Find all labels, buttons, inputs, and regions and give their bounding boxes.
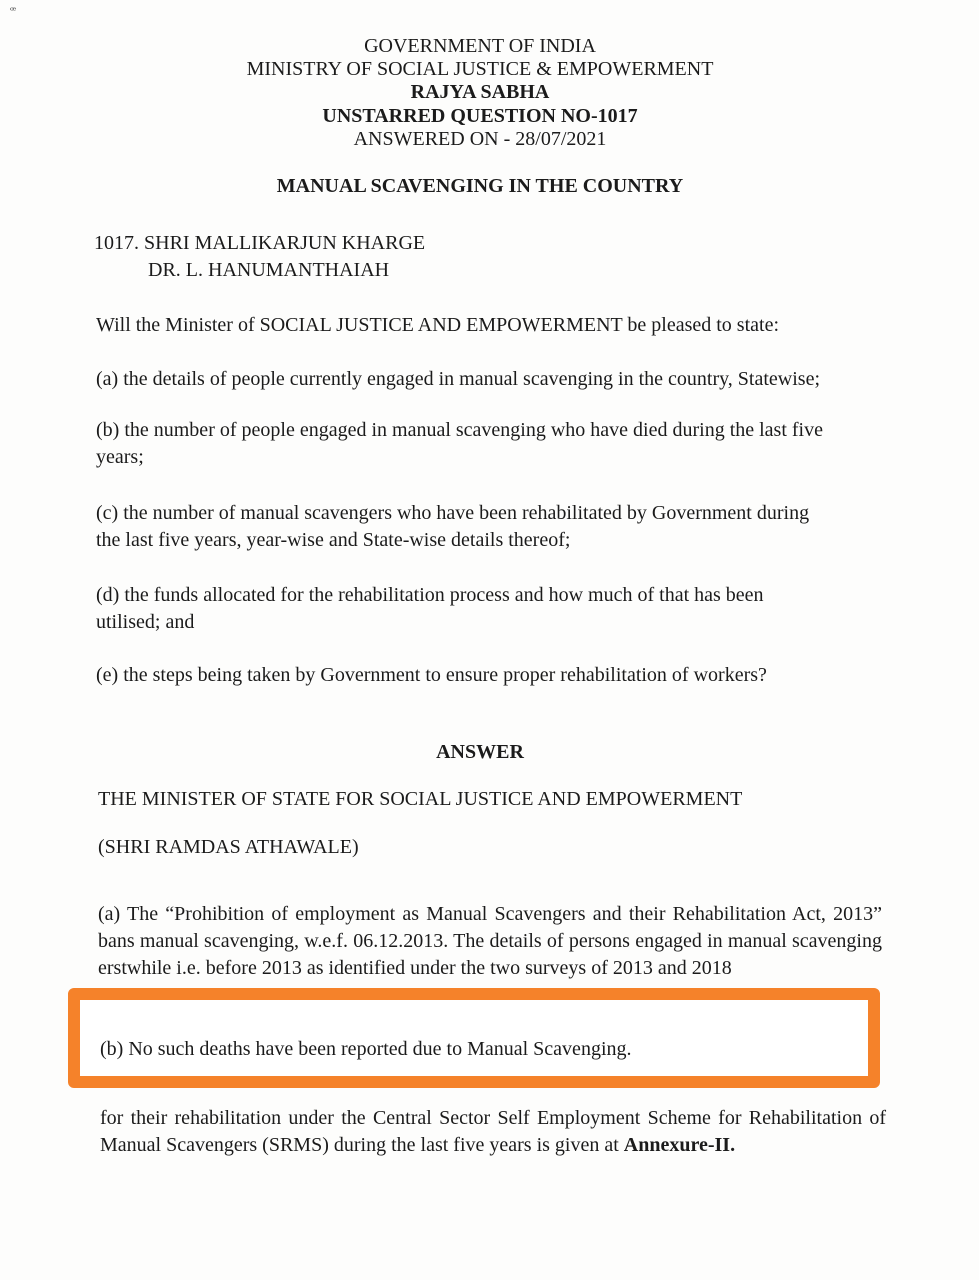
header-ministry: MINISTRY OF SOCIAL JUSTICE & EMPOWERMENT: [246, 58, 714, 80]
answer-c-tail: [100, 1105, 886, 1159]
answer-a: (a) The “Prohibition of employment as Manual Scavengers and their Rehabilitation Act, 2013” bans manual scavenging, w.e.f. 06.12.2013. The details of persons engaged in manual scavenging erstwhile i.e. before 2013 as identified under the two surveys of 2013 and 2018: [98, 903, 882, 979]
answer-c-text: for their rehabilitation under the Central Sector Self Employment Scheme for Rehabilitation of Manual Scavengers (SRMS) during the last five years is given at: [100, 1107, 886, 1156]
header-answered-on: ANSWERED ON - 28/07/2021: [353, 128, 607, 150]
asker-1: 1017. SHRI MALLIKARJUN KHARGE: [94, 232, 426, 254]
question-a: (a) the details of people currently engaged in manual scavenging in the country, Statewise;: [96, 368, 821, 390]
answer-minister: THE MINISTER OF STATE FOR SOCIAL JUSTICE AND EMPOWERMENT: [98, 788, 743, 810]
asker-2: DR. L. HANUMANTHAIAH: [148, 259, 390, 281]
question-c: (c) the number of manual scavengers who have been rehabilitated by Government during the last five years, year-wise and State-wise details thereof;: [96, 502, 810, 551]
header-government: GOVERNMENT OF INDIA: [364, 35, 596, 57]
annexure-reference: Annexure-II.: [623, 1134, 736, 1156]
question-e: (e) the steps being taken by Government to ensure proper rehabilitation of workers?: [96, 664, 767, 686]
question-b: (b) the number of people engaged in manual scavenging who have died during the last five years;: [96, 419, 823, 468]
answer-b: (b) No such deaths have been reported due to Manual Scavenging.: [100, 1038, 632, 1060]
question-d: (d) the funds allocated for the rehabilitation process and how much of that has been utilised; and: [96, 584, 764, 633]
question-intro: Will the Minister of SOCIAL JUSTICE AND EMPOWERMENT be pleased to state:: [96, 314, 780, 336]
document-title: MANUAL SCAVENGING IN THE COUNTRY: [276, 175, 684, 197]
header-question-no: UNSTARRED QUESTION NO-1017: [322, 105, 638, 127]
answer-heading: ANSWER: [436, 741, 524, 763]
scan-mark: ꟹ: [10, 6, 17, 17]
header-house: RAJYA SABHA: [410, 81, 550, 103]
answer-minister-name: (SHRI RAMDAS ATHAWALE): [98, 836, 359, 858]
